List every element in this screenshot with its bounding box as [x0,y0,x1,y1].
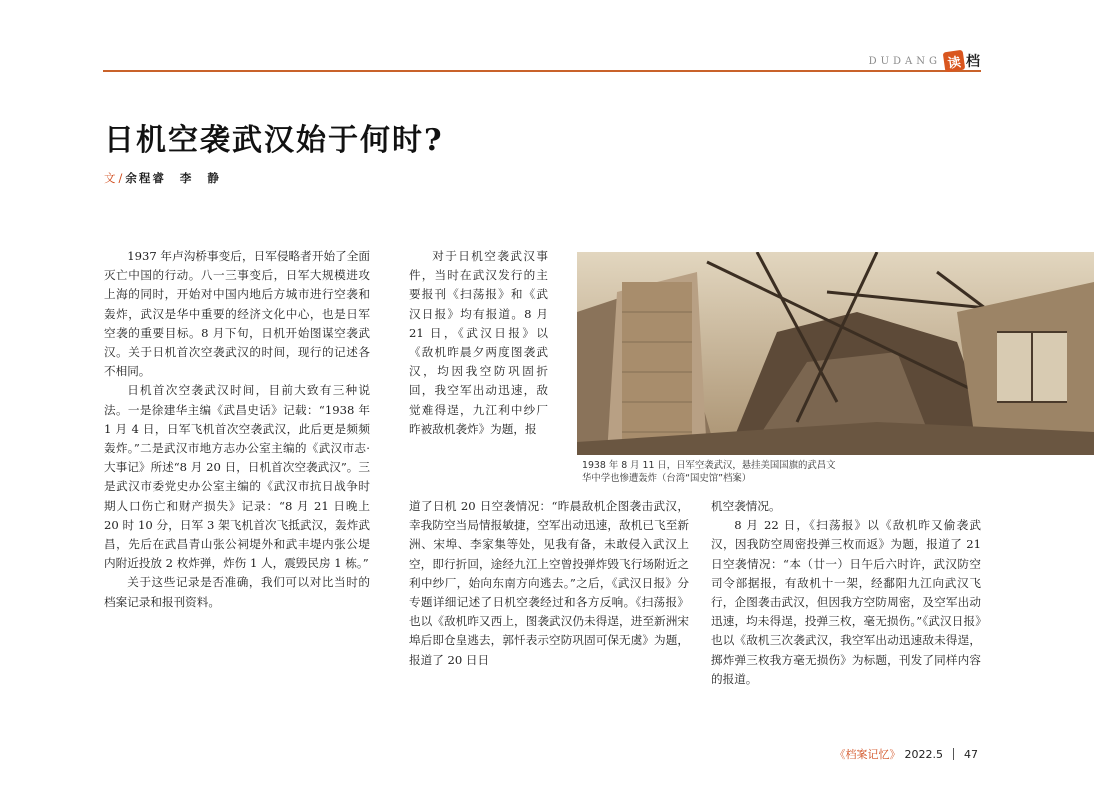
header-rule [103,70,981,72]
col3-continuation: 机空袭情况。 [711,499,781,513]
column-3 [711,497,981,689]
footer-divider [953,748,954,760]
ruins-image [577,252,1094,455]
page-number: 47 [964,747,978,761]
column-2-top [409,247,548,439]
column-brand [869,50,980,72]
brand-latin-text: DUDANG [868,55,941,67]
caption-line-2: 华中学也惨遭轰炸（台湾“国史馆”档案） [582,473,752,484]
caption-line-1: 1938 年 8 月 11 日，日军空袭武汉，悬挂美国国旗的武昌文 [582,460,836,471]
col2-continuation: 道了日机 20 日空袭情况：“昨晨敌机企图袭击武汉，幸我防空当局情报敏捷，空军出动迅速，敌机已飞至新洲、宋埠、李家集等处，见我有备，未敢侵入武汉上空，即行折回，途经九江上空曾投弹炸毁飞行场附近之利中纱厂，始向东南方向逃去。”之后，《武汉日报》分专题详细记述了日机空袭经过和各方反响。《扫荡报》也以《敌机昨又西上，图袭武汉仍未得逞，进至新洲宋埠后即仓皇逃去，郭忏表示空防巩固可保无虞》为题，报道了 20 日日 [409,499,689,667]
col1-paragraph-3: 关于这些记录是否准确，我们可以对比当时的档案记录和报刊资料。 [104,575,370,609]
byline-authors: 余程睿 李 静 [125,171,221,185]
byline-separator: / [118,171,123,185]
col2-paragraph-1: 对于日机空袭武汉事件，当时在武汉发行的主要报刊《扫荡报》和《武汉日报》均有报道。8 月 21 日，《武汉日报》以《敌机昨晨夕两度图袭武汉，均因我空防巩固折回，我空军出动迅速，敌觉难得逞，九江利中纱厂昨被敌机袭炸》为题，报 [409,249,548,436]
page-footer [835,746,979,762]
column-1 [104,247,370,612]
col1-paragraph-2: 日机首次空袭武汉时间，目前大致有三种说法。一是徐建华主编《武昌史话》记载：“1938 年 1 月 4 日，日军飞机首次空袭武汉，此后更是频频轰炸。”二是武汉市地方志办公室主编的《武汉市志·大事记》所述“8 月 20 日，日机首次空袭武汉”。三是武汉市委党史办公室主编的《武汉市抗日战争时期人口伤亡和财产损失》记录：“8 月 21 日晚上 20 时 10 分，日军 3 架飞机首次飞抵武汉，轰炸武昌，先后在武昌青山张公祠堤外和武丰堤内张公堤内附近投放 2 枚炸弹，炸伤 1 人，震毁民房 1 栋。” [104,383,370,571]
column-2-bottom [409,497,689,670]
byline [104,170,221,186]
journal-name: 《档案记忆》 [834,748,901,761]
brand-chinese-text: 档 [966,54,980,70]
col3-paragraph-1: 8 月 22 日，《扫荡报》以《敌机昨又偷袭武汉，因我防空周密投弹三枚而返》为题，报道了 21 日空袭情况：“本（廿一）日午后六时许，武汉防空司令部据报，有敌机十一架，经鄱阳九江向武汉飞行，企图袭击武汉，但因我方空防周密，及空军出动迅速，均未得逞，投弹三枚，毫无损伤。”《武汉日报》也以《敌机三次袭武汉，我空军出动迅速敌未得逞，掷炸弹三枚我方毫无损伤》为标题，刊发了同样内容的报道。 [711,518,981,686]
brand-badge-icon: 读 [943,50,966,73]
bombed-building-photo [577,252,1094,455]
photo-caption [582,459,982,485]
article-title: 日机空袭武汉始于何时? [104,123,444,158]
byline-label: 文 [104,171,116,185]
col1-paragraph-1: 1937 年卢沟桥事变后，日军侵略者开始了全面灭亡中国的行动。八一三事变后，日军大规模进攻上海的同时，开始对中国内地后方城市进行空袭和轰炸，武汉是华中重要的经济文化中心，也是日军空袭的重要目标。8 月下旬，日机开始图谋空袭武汉。关于日机首次空袭武汉的时间，现行的记述各不相同。 [104,249,370,379]
issue-number: 2022.5 [904,747,943,761]
